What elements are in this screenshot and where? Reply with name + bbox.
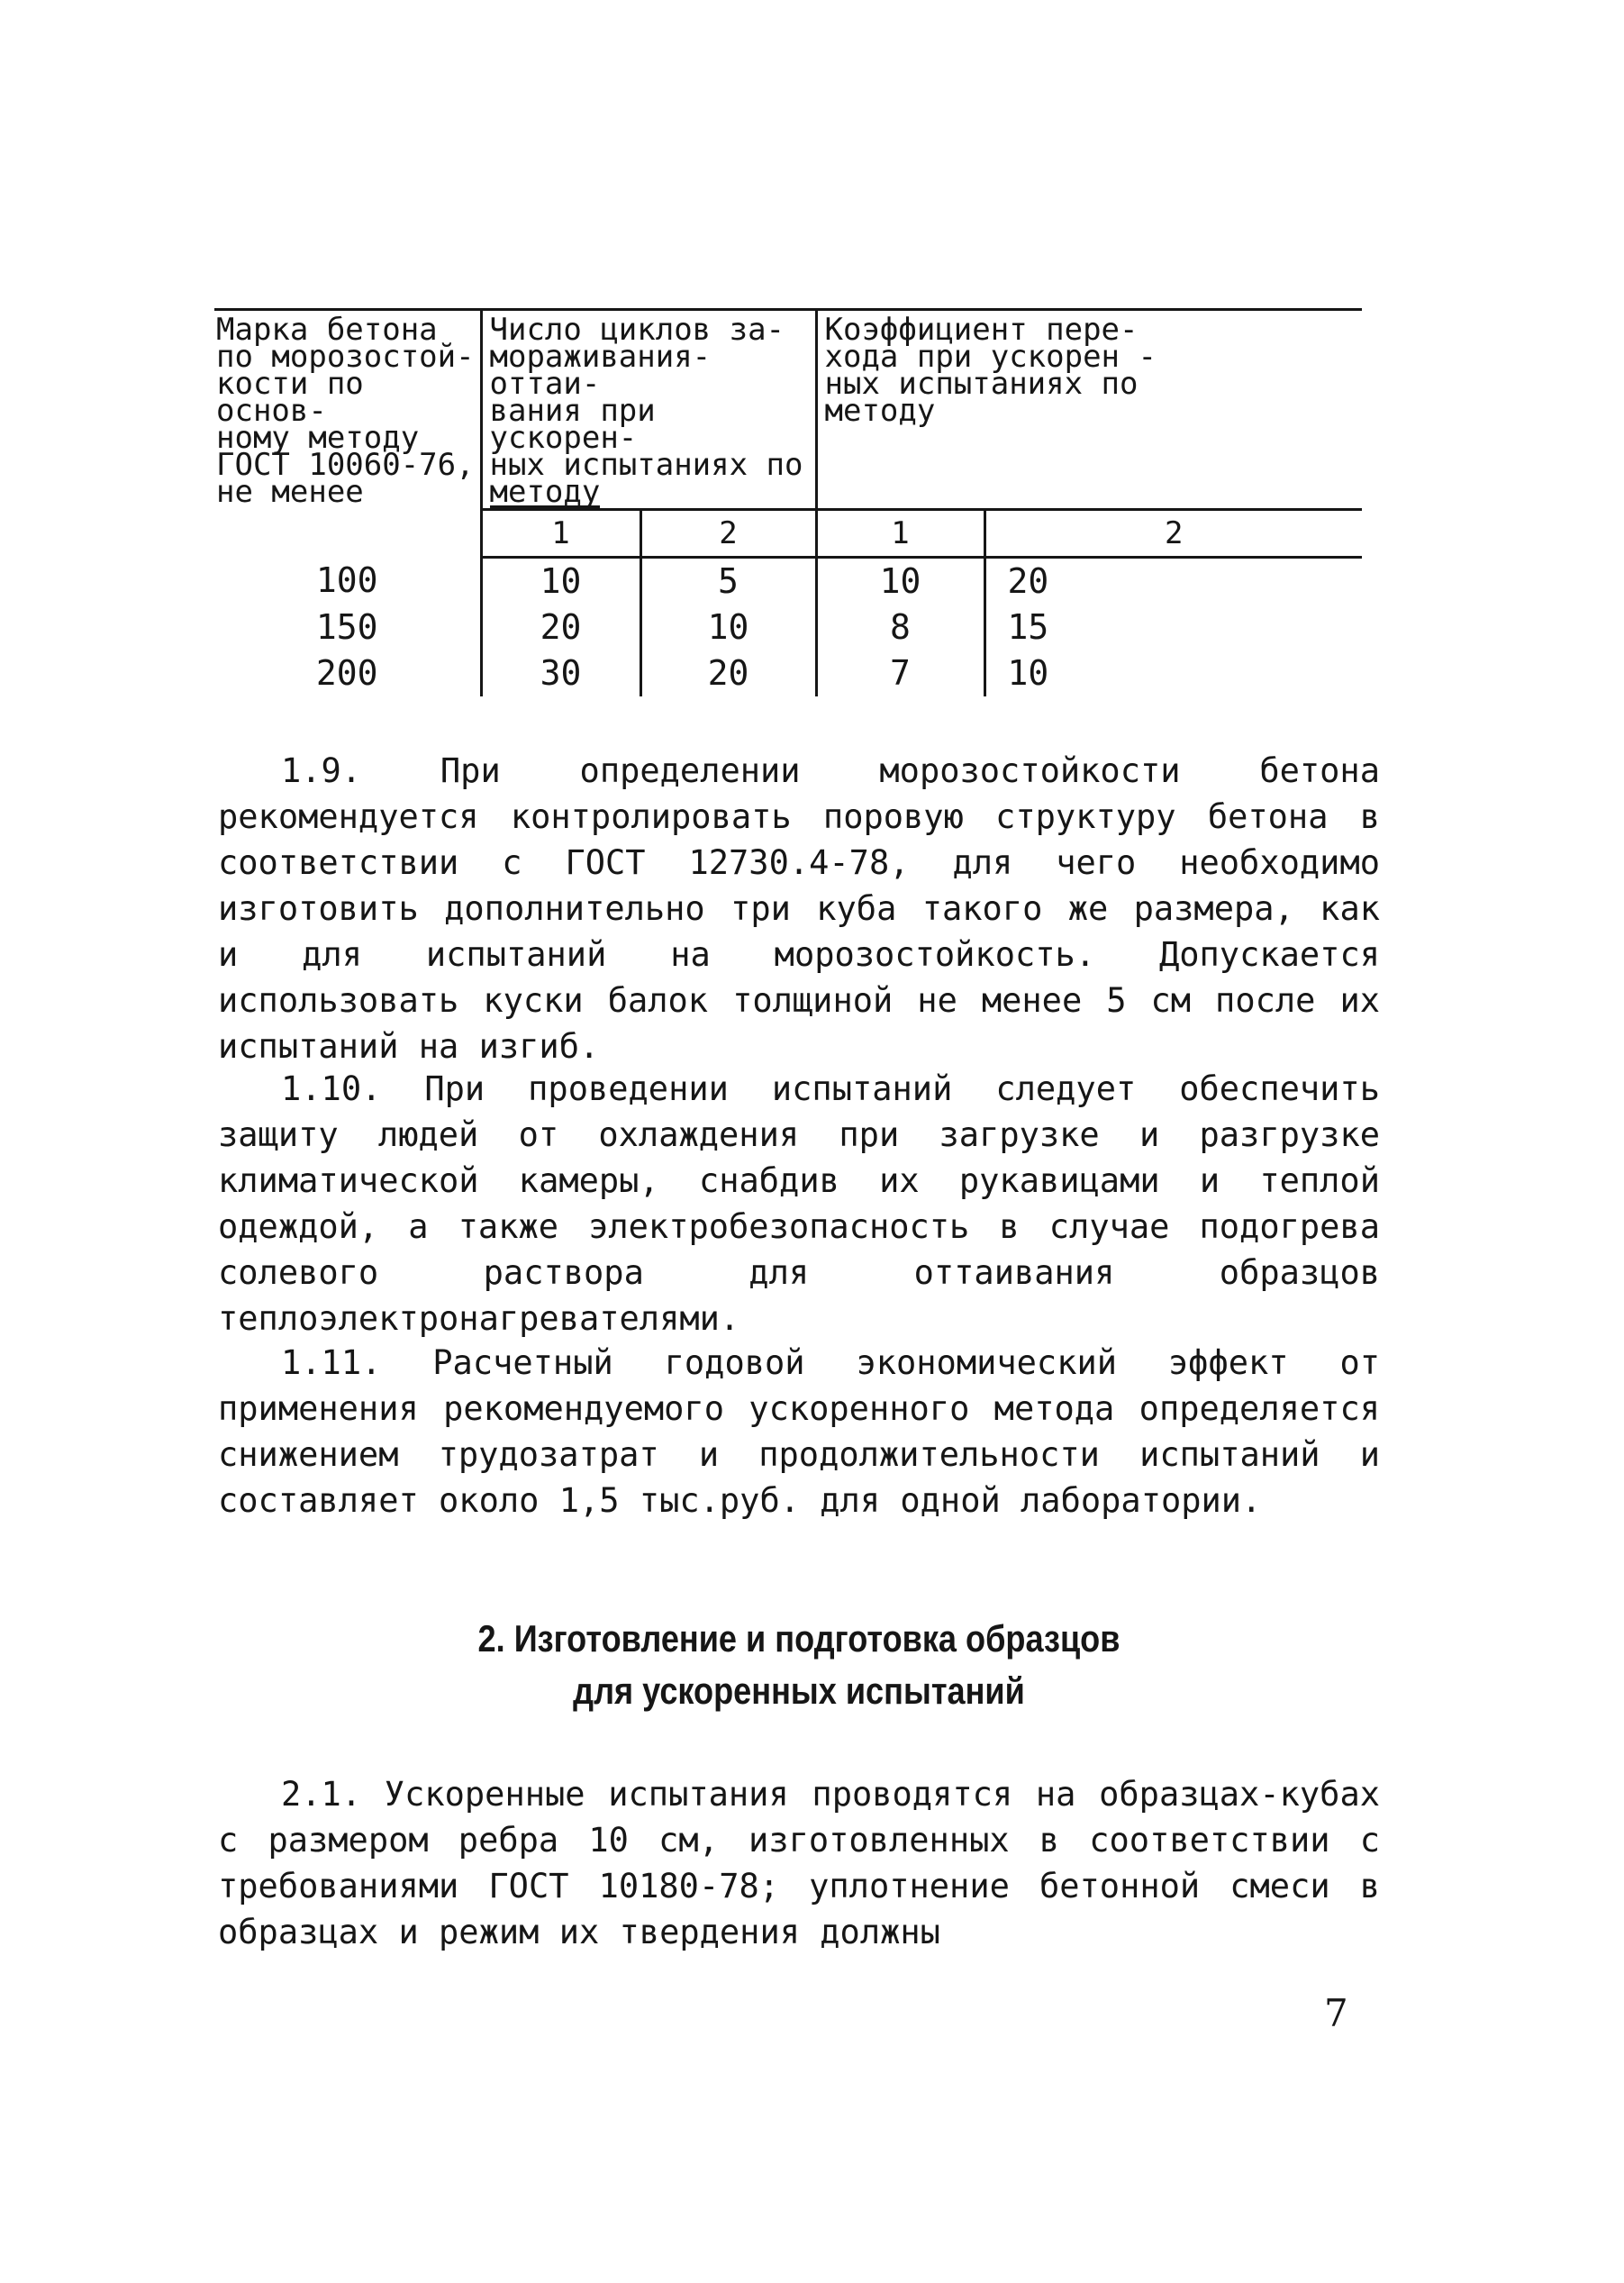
subheader-method-2: 2 — [640, 510, 816, 558]
table-cell: 8 — [816, 605, 984, 650]
paragraph-1-11: 1.11. Расчетный годовой экономический эффект от применения рекомендуемого ускоренного метода определяется снижением трудозатрат и продолжительности испытаний и составляет около 1,5 тыс.руб. для одной лаборатории. — [218, 1343, 1380, 1520]
paragraph-2-1: 2.1. Ускоренные испытания проводятся на образцах-кубах с размером ребра 10 см, изготовленных в соответствии с требованиями ГОСТ 10180-78; уплотнение бетонной смеси в образцах и режим их твердения должны — [218, 1775, 1380, 1951]
frost-resistance-table — [214, 308, 1362, 696]
paragraph-1-10: 1.10. При проведении испытаний следует обеспечить защиту людей от охлаждения при загрузке и разгрузке климатической камеры, снабдив их рукавицами и теплой одеждой, а также электробезопасность в случае подогрева солевого раствора для оттаивания образцов теплоэлектронагревателями. — [218, 1069, 1380, 1338]
table-cell: 10 — [816, 558, 984, 605]
table-cell: 7 — [816, 650, 984, 696]
table-cell: 20 — [640, 650, 816, 696]
paragraph-1-9: 1.9. При определении морозостойкости бетона рекомендуется контролировать поровую структуру бетона в соответствии с ГОСТ 12730.4-78, для чего необходимо изготовить дополнительно три куба такого же размера, как и для испытаний на морозостойкость. Допускается использовать куски балок толщиной не менее 5 см после их испытаний на изгиб. — [218, 751, 1380, 1066]
section-heading-line-2: для ускоренных испытаний — [573, 1669, 1025, 1712]
table-cell: 5 — [640, 558, 816, 605]
subheader-method-1: 1 — [816, 510, 984, 558]
header-cycle-count: Число циклов за- мораживания-оттаи- вания при ускорен- ных испытаниях по методу — [481, 310, 816, 510]
table-row — [214, 650, 1362, 696]
page-number: 7 — [1324, 1991, 1348, 2035]
table-cell: 100 — [315, 559, 378, 600]
table-cell: 30 — [481, 650, 640, 696]
table-cell: 10 — [481, 558, 640, 605]
table-cell: 10 — [640, 605, 816, 650]
subheader-method-2: 2 — [984, 510, 1362, 558]
section-heading-line-1: 2. Изготовление и подготовка образцов — [477, 1617, 1120, 1660]
header-concrete-grade: Марка бетона по морозостой- кости по основ- ному методу ГОСТ 10060-76, не менее — [214, 310, 481, 558]
table-row — [214, 605, 1362, 650]
table-cell: 150 — [315, 607, 378, 647]
header-conversion-coefficient: Коэффициент пере- хода при ускорен - ных испытаниях по методу — [816, 310, 1362, 510]
section-heading — [299, 1613, 1298, 1717]
table-cell: 20 — [481, 605, 640, 650]
table-cell: 20 — [984, 558, 1362, 605]
table-cell: 15 — [984, 605, 1362, 650]
table-cell: 200 — [315, 653, 378, 693]
subheader-method-1: 1 — [481, 510, 640, 558]
table-cell: 10 — [984, 650, 1362, 696]
table-row — [214, 558, 1362, 605]
